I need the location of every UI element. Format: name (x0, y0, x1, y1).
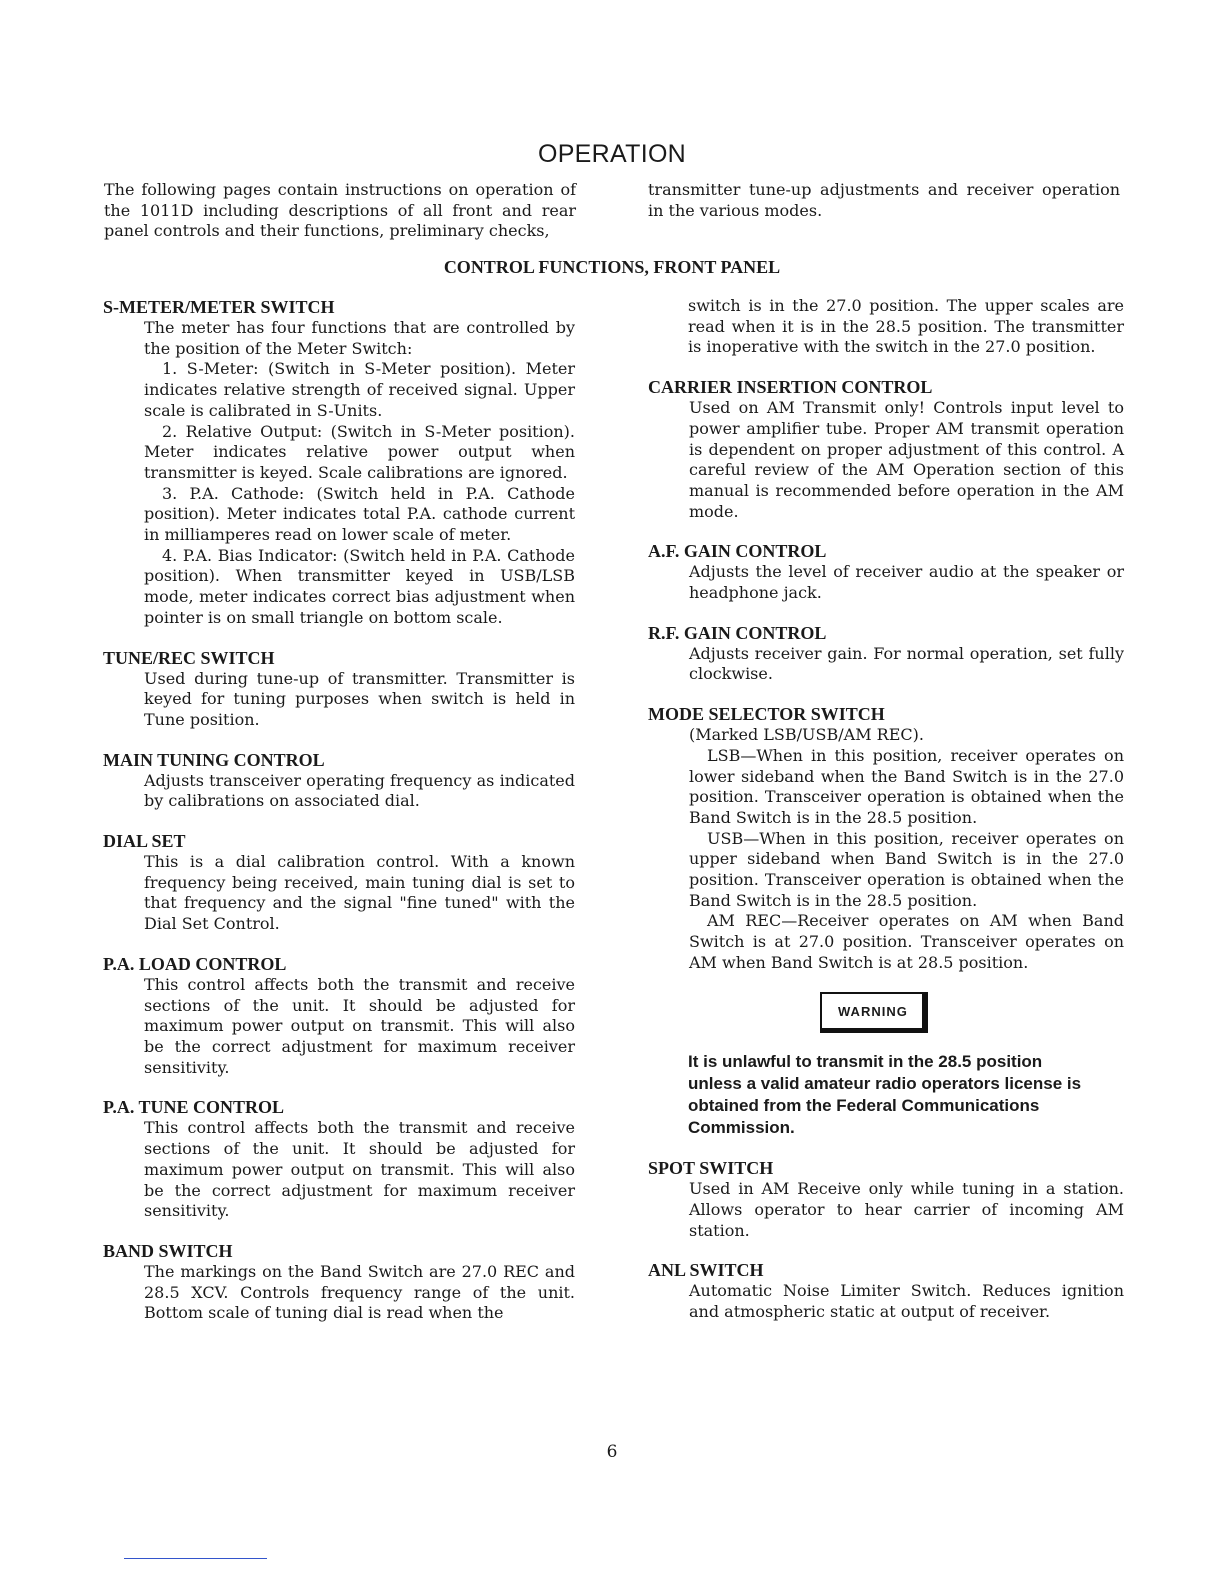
anl-heading: ANL SWITCH (648, 1260, 764, 1281)
bottom-rule (124, 1558, 267, 1559)
right-column (648, 296, 1124, 1323)
spot-section (648, 1157, 1124, 1241)
warning-badge: WARNING (820, 992, 928, 1034)
carrier-heading: CARRIER INSERTION CONTROL (648, 377, 933, 398)
smeter-item-2: 2. Relative Output: (Switch in S-Meter position). Meter indicates relative power output when transmitter is keyed. Scale calibrations are ignored. (144, 421, 575, 482)
intro-left: The following pages contain instructions on operation of the 1011D including descriptions of all front and rear panel controls and their functions, preliminary checks, (104, 180, 576, 240)
pa-tune-section (103, 1096, 575, 1222)
smeter-section (103, 296, 575, 629)
smeter-item-1: 1. S-Meter: (Switch in S-Meter position). Meter indicates relative strength of received signal. Upper scale is calibrated in S-Units. (144, 359, 575, 420)
pa-load-section (103, 953, 575, 1079)
af-gain-heading: A.F. GAIN CONTROL (648, 541, 827, 562)
main-tuning-heading: MAIN TUNING CONTROL (103, 749, 325, 770)
band-switch-heading: BAND SWITCH (103, 1240, 233, 1261)
page-title: OPERATION (537, 140, 687, 168)
intro-right: transmitter tune-up adjustments and receiver operation in the various modes. (648, 180, 1120, 220)
warning-text: It is unlawful to transmit in the 28.5 position unless a valid amateur radio operators license is obtained from the Federal Communications Commission. (688, 1052, 1082, 1138)
mode-item-lsb: LSB—When in this position, receiver operates on lower sideband when the Band Switch is in the 27.0 position. Transceiver operation is obtained when the Band Switch is in the 28.5 position. (689, 745, 1124, 827)
dial-set-body: This is a dial calibration control. With a known frequency being received, main tuning dial is set to that frequency and the signal "fine tuned" with the Dial Set Control. (144, 852, 575, 934)
left-column (103, 296, 575, 1324)
tune-rec-heading: TUNE/REC SWITCH (103, 647, 275, 668)
smeter-item-4: 4. P.A. Bias Indicator: (Switch held in P.A. Cathode position). When transmitter keyed in USB/LSB mode, meter indicates correct bias adjustment when pointer is on small triangle on bottom scale. (144, 545, 575, 627)
pa-load-heading: P.A. LOAD CONTROL (103, 953, 287, 974)
anl-section (648, 1259, 1124, 1322)
smeter-heading: S-METER/METER SWITCH (103, 297, 335, 317)
main-tuning-body: Adjusts transceiver operating frequency as indicated by calibrations on associated dial. (144, 770, 575, 811)
pa-load-body: This control affects both the transmit and receive sections of the unit. It should be adjusted for maximum power output on transmit. This will also be the correct adjustment for maximum receiver sensitivity. (144, 974, 575, 1077)
rf-gain-heading: R.F. GAIN CONTROL (648, 622, 827, 643)
smeter-item-3: 3. P.A. Cathode: (Switch held in P.A. Cathode position). Meter indicates total P.A. cathode current in milliamperes read on lower scale of meter. (144, 483, 575, 545)
spot-heading: SPOT SWITCH (648, 1158, 774, 1179)
dial-set-section (103, 830, 575, 935)
tune-rec-section (103, 647, 575, 731)
pa-tune-heading: P.A. TUNE CONTROL (103, 1097, 285, 1118)
carrier-body: Used on AM Transmit only! Controls input level to power amplifier tube. Proper AM transmit operation is dependent on proper adjustment of this control. A careful review of the AM Operation section of this manual is recommended before operation in the AM mode. (689, 398, 1124, 521)
tune-rec-body: Used during tune-up of transmitter. Transmitter is keyed for tuning purposes when switch is held in Tune position. (144, 668, 575, 729)
section-title: CONTROL FUNCTIONS, FRONT PANEL (443, 257, 781, 277)
mode-section (648, 703, 1124, 973)
spot-body: Used in AM Receive only while tuning in a station. Allows operator to hear carrier of incoming AM station. (689, 1179, 1124, 1240)
mode-heading: MODE SELECTOR SWITCH (648, 704, 885, 725)
anl-body: Automatic Noise Limiter Switch. Reduces ignition and atmospheric static at output of receiver. (689, 1281, 1124, 1322)
band-switch-body: The markings on the Band Switch are 27.0 REC and 28.5 XCV. Controls frequency range of the unit. Bottom scale of tuning dial is read when the (144, 1261, 575, 1323)
pa-tune-body: This control affects both the transmit and receive sections of the unit. It should be adjusted for maximum power output on transmit. This will also be the correct adjustment for maximum receiver sensitivity. (144, 1118, 575, 1221)
mode-item-usb: USB—When in this position, receiver operates on upper sideband when Band Switch is in the 27.0 position. Transceiver operation is obtained when the Band Switch is in the 28.5 position. (689, 828, 1124, 910)
dial-set-heading: DIAL SET (103, 831, 186, 852)
mode-item-am-rec: AM REC—Receiver operates on AM when Band Switch is at 27.0 position. Transceiver operates on AM when Band Switch is at 28.5 position. (689, 911, 1124, 972)
smeter-intro: The meter has four functions that are controlled by the position of the Meter Switch: (144, 318, 575, 358)
af-gain-section (648, 540, 1124, 603)
page-number: 6 (606, 1442, 618, 1462)
rf-gain-section (648, 622, 1124, 685)
af-gain-body: Adjusts the level of receiver audio at the speaker or headphone jack. (689, 562, 1124, 603)
main-tuning-section (103, 749, 575, 812)
carrier-section (648, 376, 1124, 522)
rf-gain-body: Adjusts receiver gain. For normal operation, set fully clockwise. (689, 643, 1124, 684)
band-switch-continued: switch is in the 27.0 position. The upper scales are read when it is in the 28.5 position. The transmitter is inoperative with the switch in the 27.0 position. (688, 296, 1124, 357)
band-switch-section (103, 1240, 575, 1324)
warning-badge-wrap (820, 992, 1124, 1034)
mode-intro: (Marked LSB/USB/AM REC). (689, 725, 924, 745)
